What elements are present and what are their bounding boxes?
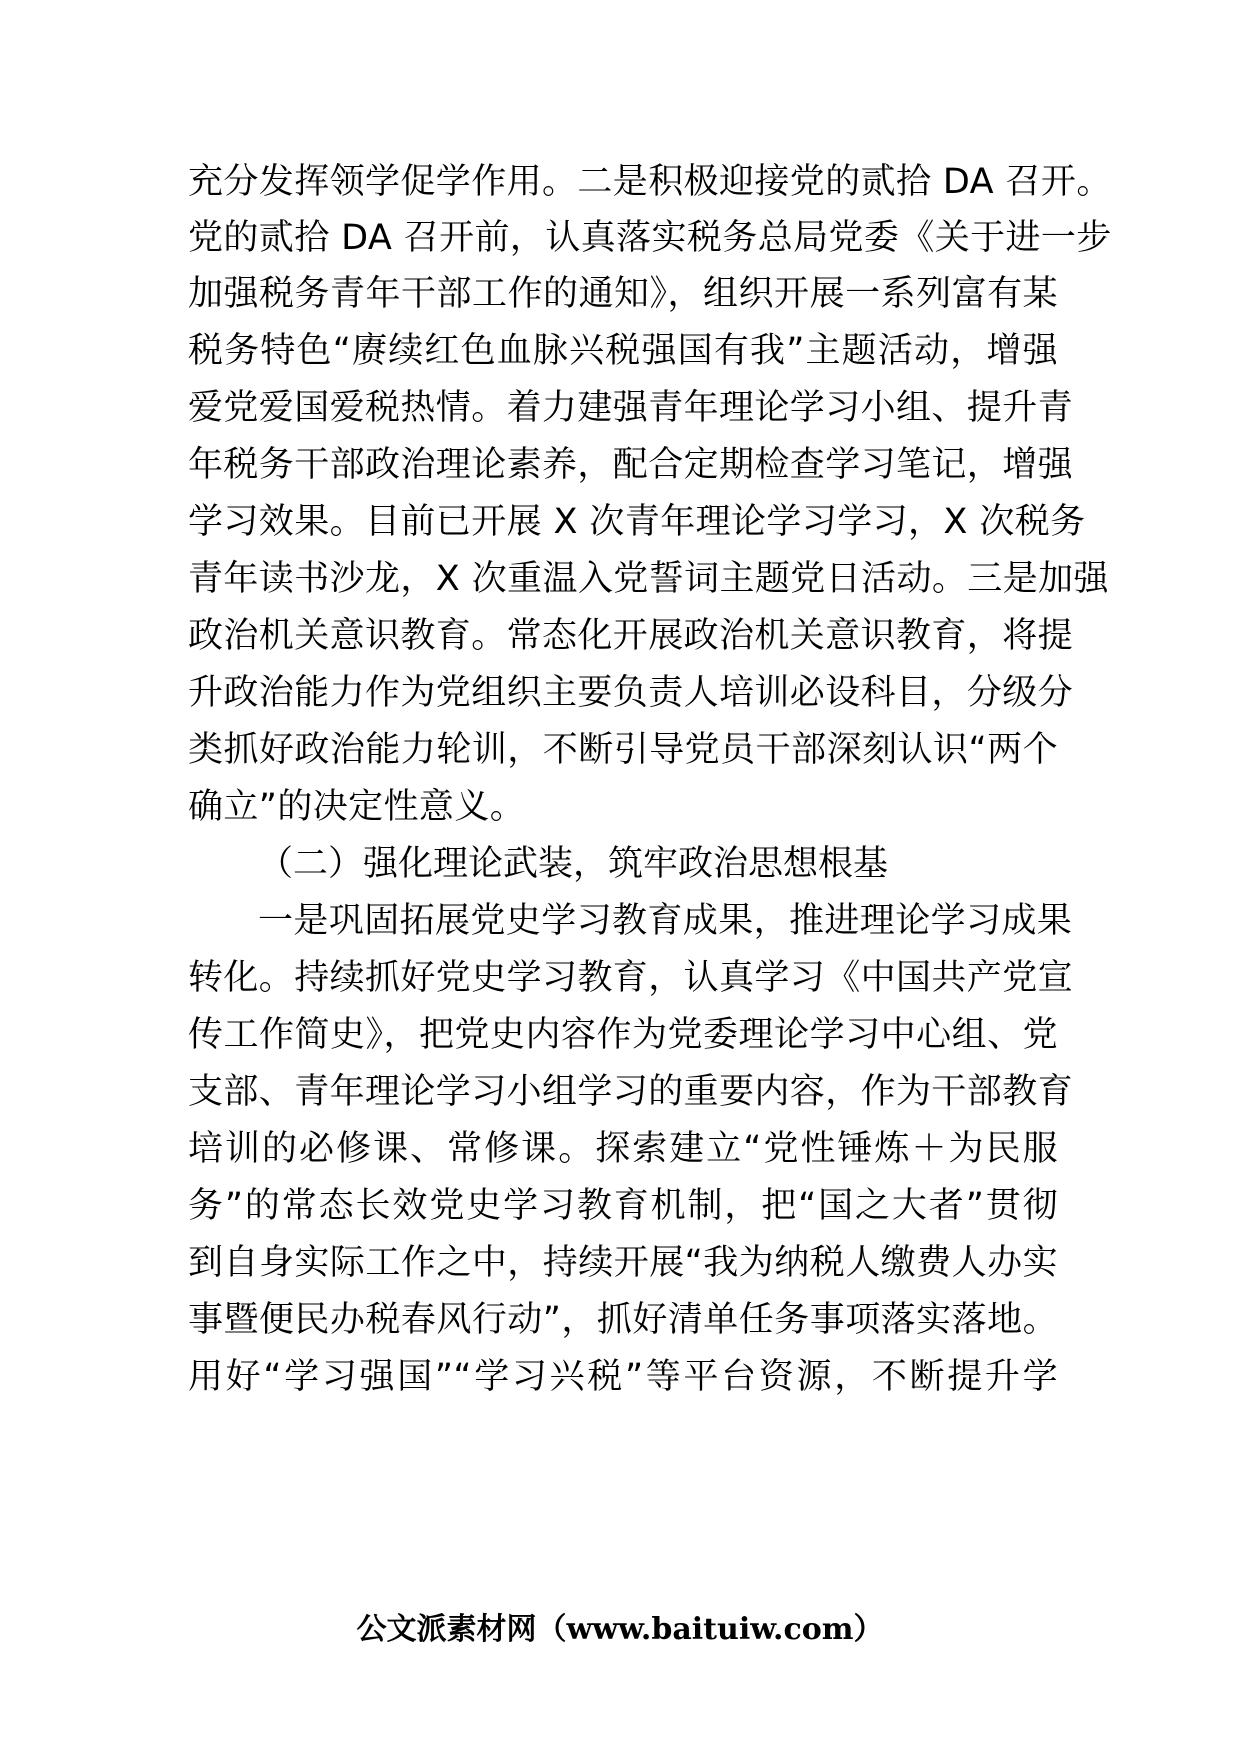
section-heading: （二）强化理论武装，筑牢政治思想根基 [258, 844, 889, 884]
body-text-line: 年税务干部政治理论素养，配合定期检查学习笔记，增强 [188, 445, 1074, 485]
footer-source-text: 公文派素材网（www.baituiw.com） [356, 1612, 884, 1647]
body-text-line: 确立”的决定性意义。 [188, 787, 526, 827]
body-text-line: 税务特色“赓续红色血脉兴税强国有我”主题活动，增强 [188, 331, 1058, 371]
body-text-line: 升政治能力作为党组织主要负责人培训必设科目，分级分 [188, 673, 1074, 713]
body-text-line: 青年读书沙龙，X 次重温入党誓词主题党日活动。三是加强 [188, 559, 1109, 599]
body-text-line: 培训的必修课、常修课。探索建立“党性锤炼＋为民服 [188, 1129, 1058, 1169]
body-text-line: 党的贰拾 DA 召开前，认真落实税务总局党委《关于进一步 [188, 218, 1112, 258]
body-text-line: 事暨便民办税春风行动”，抓好清单任务事项落实落地。 [188, 1300, 1058, 1340]
body-text-line: 类抓好政治能力轮训，不断引导党员干部深刻认识“两个 [188, 730, 1058, 770]
body-text-line: 学习效果。目前已开展 X 次青年理论学习学习，X 次税务 [188, 502, 1086, 542]
body-text-line: 加强税务青年干部工作的通知》，组织开展一系列富有某 [188, 274, 1058, 314]
body-text-line: 转化。持续抓好党史学习教育，认真学习《中国共产党宣 [188, 958, 1074, 998]
body-text-line: 到自身实际工作之中，持续开展“我为纳税人缴费人办实 [188, 1243, 1058, 1283]
body-text-line: 支部、青年理论学习小组学习的重要内容，作为干部教育 [188, 1072, 1074, 1112]
body-text-line: 充分发挥领学促学作用。二是积极迎接党的贰拾 DA 召开。 [188, 162, 1112, 202]
body-text-line: 爱党爱国爱税热情。着力建强青年理论学习小组、提升青 [188, 388, 1074, 428]
body-text-line: 政治机关意识教育。常态化开展政治机关意识教育，将提 [188, 616, 1074, 656]
body-text-line: 传工作简史》，把党史内容作为党委理论学习中心组、党 [188, 1015, 1058, 1055]
body-text-line: 用好“学习强国”“学习兴税”等平台资源，不断提升学 [188, 1357, 1058, 1397]
body-text-line: 务”的常态长效党史学习教育机制，把“国之大者”贯彻 [188, 1186, 1058, 1226]
paragraph-first-line: 一是巩固拓展党史学习教育成果，推进理论学习成果 [258, 901, 1073, 941]
